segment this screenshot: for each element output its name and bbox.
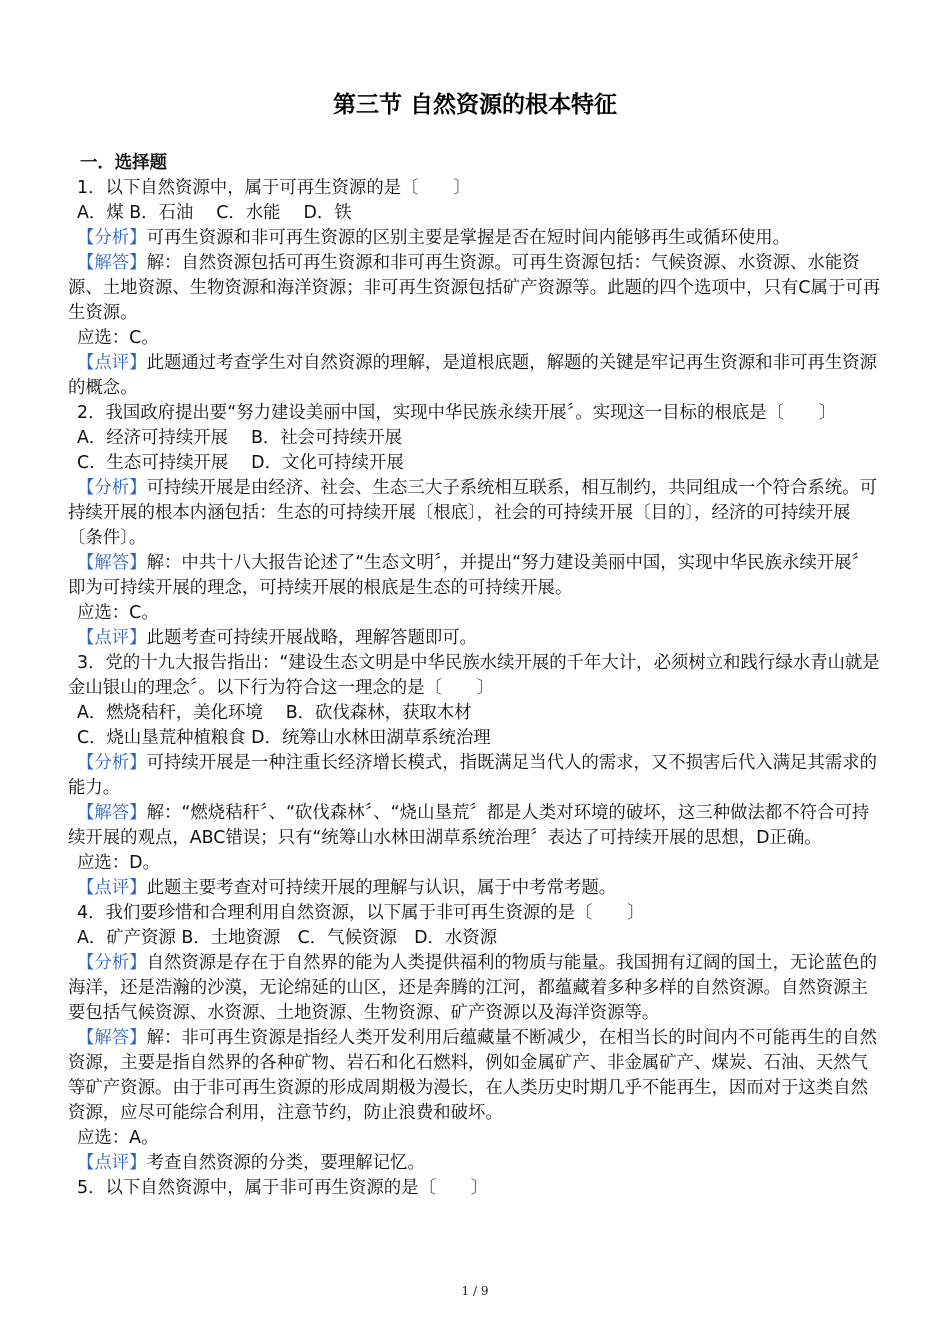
question-options: C．生态可持续开展 D．文化可持续开展 bbox=[77, 453, 404, 473]
question-stem: 2．我国政府提出要“努力建设美丽中国，实现中华民族永续开展〞。实现这一目标的根底是〔 〕 bbox=[77, 403, 837, 423]
comment bbox=[68, 626, 882, 651]
question-stem: 4．我们要珍惜和合理利用自然资源，以下属于非可再生资源的是〔 〕 bbox=[77, 903, 645, 923]
analysis-text: 可持续开展是一种注重长经济增长模式，指既满足当代人的需求，又不损害后代入满足其需求的能力。 bbox=[68, 753, 877, 798]
answer-choice: 应选：D。 bbox=[77, 853, 160, 873]
analysis-text: 自然资源是存在于自然界的能为人类提供福利的物质与能量。我国拥有辽阔的国土，无论蓝色的海洋，还是浩瀚的沙漠，无论绵延的山区，还是奔腾的江河，都蕴藏着多种多样的自然资源。自然资源主要包括气候资源、水资源、土地资源、生物资源、矿产资源以及海洋资源等。 bbox=[68, 953, 877, 1023]
comment-text: 此题主要考查对可持续开展的理解与认识，属于中考常考题。 bbox=[146, 878, 617, 898]
comment-text: 考查自然资源的分类，要理解记忆。 bbox=[146, 1153, 425, 1173]
answer-text: 解：自然资源包括可再生资源和非可再生资源。可再生资源包括：气候资源、水资源、水能资源、土地资源、生物资源和海洋资源；非可再生资源包括矿产资源等。此题的四个选项中，只有C属于可再生资源。 bbox=[68, 253, 881, 323]
question-block bbox=[68, 401, 882, 651]
analysis-label: 【分析】 bbox=[77, 478, 147, 498]
answer bbox=[68, 1026, 882, 1126]
question-stem: 3．党的十九大报告指出：“建设生态文明是中华民族水续开展的千年大计，必须树立和践行绿水青山就是金山银山的理念〞。以下行为符合这一理念的是〔 〕 bbox=[68, 653, 880, 698]
question-5-stem: 5．以下自然资源中，属于非可再生资源的是〔 〕 bbox=[77, 1178, 489, 1198]
analysis bbox=[68, 951, 882, 1026]
question-options: C．烧山垦荒种植粮食 D．统筹山水林田湖草系统治理 bbox=[77, 728, 491, 748]
answer bbox=[68, 251, 882, 326]
question-stem: 1．以下自然资源中，属于可再生资源的是〔 〕 bbox=[77, 178, 471, 198]
comment-text: 此题考查可持续开展战略，理解答题即可。 bbox=[146, 628, 478, 648]
analysis-label: 【分析】 bbox=[77, 753, 147, 773]
answer-label: 【解答】 bbox=[77, 803, 147, 823]
question-options: A．煤 B．石油 C．水能 D．铁 bbox=[77, 203, 352, 223]
comment-label: 【点评】 bbox=[77, 878, 147, 898]
comment bbox=[68, 1151, 882, 1176]
question-block bbox=[68, 901, 882, 1176]
analysis-text: 可持续开展是由经济、社会、生态三大子系统相互联系，相互制约，共同组成一个符合系统。可持续开展的根本内涵包括：生态的可持续开展〔根底〕，社会的可持续开展〔目的〕，经济的可持续开展〔条件〕。 bbox=[68, 478, 877, 548]
answer-choice: 应选：C。 bbox=[77, 328, 159, 348]
analysis bbox=[68, 751, 882, 801]
answer-text: 解：“燃烧秸秆〞、“砍伐森林〞、“烧山垦荒〞都是人类对环境的破坏，这三种做法都不符合可持续开展的观点，ABC错误；只有“统筹山水林田湖草系统治理〞表达了可持续开展的思想，D正确。 bbox=[68, 803, 870, 848]
question-list bbox=[68, 176, 882, 1176]
page-number: 1 / 9 bbox=[461, 1284, 489, 1298]
comment-label: 【点评】 bbox=[77, 353, 147, 373]
question-options: A．经济可持续开展 B．社会可持续开展 bbox=[77, 428, 402, 448]
answer-choice: 应选：A。 bbox=[77, 1128, 159, 1148]
answer-text: 解：中共十八大报告论述了“生态文明〞，并提出“努力建设美丽中国，实现中华民族永续开展〞即为可持续开展的理念，可持续开展的根底是生态的可持续开展。 bbox=[68, 553, 869, 598]
answer bbox=[68, 801, 882, 851]
analysis bbox=[68, 226, 882, 251]
comment-label: 【点评】 bbox=[77, 1153, 147, 1173]
answer-label: 【解答】 bbox=[77, 1028, 147, 1048]
analysis bbox=[68, 476, 882, 551]
question-options: A．燃烧秸秆，美化环境 B．砍伐森林，获取木材 bbox=[77, 703, 472, 723]
analysis-label: 【分析】 bbox=[77, 953, 147, 973]
comment bbox=[68, 876, 882, 901]
comment bbox=[68, 351, 882, 401]
comment-text: 此题通过考查学生对自然资源的理解，是道根底题，解题的关键是牢记再生资源和非可再生资源的概念。 bbox=[68, 353, 877, 398]
answer bbox=[68, 551, 882, 601]
analysis-label: 【分析】 bbox=[77, 228, 147, 248]
answer-choice: 应选：C。 bbox=[77, 603, 159, 623]
analysis-text: 可再生资源和非可再生资源的区别主要是掌握是否在短时间内能够再生或循环使用。 bbox=[146, 228, 791, 248]
document-body bbox=[68, 151, 882, 1201]
page-title: 第三节 自然资源的根本特征 bbox=[332, 92, 617, 118]
question-block bbox=[68, 176, 882, 401]
answer-text: 解：非可再生资源是指经人类开发利用后蕴藏量不断减少，在相当长的时间内不可能再生的自然资源，主要是指自然界的各种矿物、岩石和化石燃料，例如金属矿产、非金属矿产、煤炭、石油、天然气等矿产资源。由于非可再生资源的形成周期极为漫长，在人类历史时期几乎不能再生，因而对于这类自然资源，应尽可能综合利用，注意节约，防止浪费和破坏。 bbox=[68, 1028, 877, 1123]
answer-label: 【解答】 bbox=[77, 553, 147, 573]
answer-label: 【解答】 bbox=[77, 253, 147, 273]
comment-label: 【点评】 bbox=[77, 628, 147, 648]
question-block bbox=[68, 651, 882, 901]
question-options: A．矿产资源 B．土地资源 C．气候资源 D．水资源 bbox=[77, 928, 498, 948]
section-heading: 一．选择题 bbox=[80, 153, 167, 173]
